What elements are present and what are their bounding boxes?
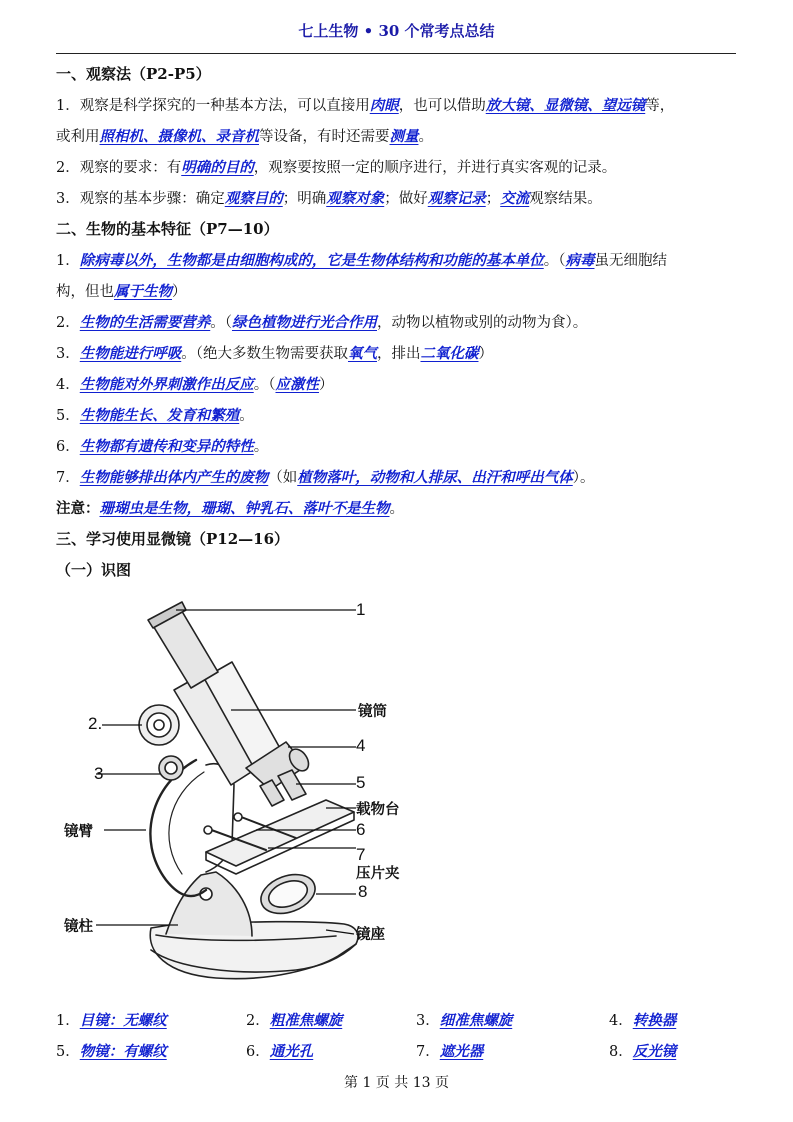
text-line [56, 90, 738, 121]
note-label: 注意： [56, 500, 100, 517]
keyword: 珊瑚虫是生物，珊瑚、钟乳石、落叶不是生物 [99, 500, 390, 517]
answer-number: 2． [246, 1013, 270, 1029]
text-line [56, 307, 738, 338]
answer-number: 1． [56, 1013, 80, 1029]
keyword: 观察记录 [427, 190, 486, 207]
text-line [56, 431, 738, 462]
text: 2．观察的要求：有 [56, 160, 182, 176]
answer-text: 目镜：无螺纹 [79, 1012, 167, 1029]
answer-item [246, 1036, 313, 1068]
figure-label-clip: 压片夹 [356, 865, 400, 882]
page-footer: 第 1 页 共 13 页 [344, 1075, 449, 1091]
text: ，也可以借助 [398, 98, 486, 114]
keyword: 氧气 [347, 345, 377, 362]
keyword: 植物落叶，动物和人排尿、出汗和呼出气体 [297, 469, 573, 486]
figure-label-arm: 镜臂 [64, 823, 93, 840]
answer-text: 通光孔 [269, 1043, 314, 1060]
text: ） [172, 284, 187, 300]
text: 构，但也 [56, 284, 114, 300]
keyword: 肉眼 [369, 97, 399, 114]
text: ； [485, 191, 501, 207]
keyword: 属于生物 [114, 283, 172, 300]
keyword: 测量 [389, 128, 419, 145]
text: 。 [389, 501, 404, 517]
figure-label-3: 3 [94, 764, 104, 783]
answer-number: 7． [416, 1044, 440, 1060]
section-heading-characteristics: 二、生物的基本特征（P7—10） [56, 220, 279, 238]
text-line [56, 276, 738, 307]
answer-text: 遮光器 [439, 1043, 484, 1060]
text: 。（ [253, 377, 276, 393]
keyword: 生物能进行呼吸 [79, 345, 182, 362]
text-line [56, 152, 738, 183]
figure-label-4: 4 [356, 736, 366, 755]
text-line [56, 121, 738, 152]
keyword: 病毒 [565, 252, 595, 269]
answer-item [56, 1036, 167, 1068]
section-heading-observation: 一、观察法（P2-P5） [56, 65, 211, 83]
section-heading-microscope: 三、学习使用显微镜（P12—16） [56, 530, 290, 548]
text: 。 [239, 408, 254, 424]
keyword: 明确的目的 [181, 159, 254, 176]
answer-item [609, 1005, 676, 1037]
text: 等设备，有时还需要 [259, 129, 390, 145]
answer-number: 3． [416, 1013, 440, 1029]
text: 。（ [210, 315, 232, 331]
figure-label-6: 6 [356, 820, 366, 839]
answer-text: 粗准焦螺旋 [269, 1012, 343, 1029]
keyword: 生物能对外界刺激作出反应 [79, 376, 254, 393]
text: ；做好 [384, 191, 428, 207]
answer-row [56, 1036, 746, 1067]
text-line [56, 183, 738, 214]
text-line [56, 369, 738, 400]
text: ，排出 [376, 346, 421, 362]
text: 5． [56, 408, 80, 424]
answer-number: 6． [246, 1044, 270, 1060]
text-line [56, 245, 738, 276]
figure-label-pillar: 镜柱 [64, 918, 93, 935]
figure-label-stage: 载物台 [356, 801, 400, 818]
text: 1．观察是科学探究的一种基本方法，可以直接用 [56, 98, 370, 114]
subsection-heading: （一）识图 [56, 561, 132, 579]
figure-label-8: 8 [358, 882, 368, 901]
text: 。（绝大多数生物需要获取 [181, 346, 348, 362]
text: 或利用 [56, 129, 100, 145]
keyword: 观察目的 [224, 190, 283, 207]
answer-item [609, 1036, 676, 1068]
keyword: 二氧化碳 [420, 345, 479, 362]
text: 2． [56, 315, 80, 331]
answer-row [56, 1005, 746, 1036]
keyword: 观察对象 [326, 190, 385, 207]
text: 1． [56, 253, 80, 269]
microscope-figure [56, 590, 416, 1000]
keyword: 生物都有遗传和变异的特性 [79, 438, 254, 455]
text: 3． [56, 346, 80, 362]
figure-label-7: 7 [356, 845, 366, 864]
keyword: 放大镜、显微镜、望远镜 [485, 97, 646, 114]
figure-label-1: 1 [356, 600, 366, 619]
note-line [56, 493, 738, 524]
text: 3．观察的基本步骤：确定 [56, 191, 225, 207]
keyword: 除病毒以外，生物都是由细胞构成的，它是生物体结构和功能的基本单位 [79, 252, 544, 269]
keyword: 生物的生活需要营养 [79, 314, 211, 331]
text: 4． [56, 377, 80, 393]
answer-number: 5． [56, 1044, 80, 1060]
figure-label-2: 2. [88, 714, 103, 733]
text: 。 [253, 439, 269, 455]
keyword: 应激性 [275, 376, 319, 393]
figure-label-5: 5 [356, 773, 366, 792]
keyword: 绿色植物进行光合作用 [231, 314, 377, 331]
text-line [56, 338, 738, 369]
text: ） [478, 346, 493, 362]
text: ） [318, 377, 334, 393]
answer-text: 物镜：有螺纹 [79, 1043, 167, 1060]
answer-text: 细准焦螺旋 [439, 1012, 513, 1029]
keyword: 交流 [500, 190, 530, 207]
text: 虽无细胞结 [594, 253, 667, 269]
figure-label-base: 镜座 [356, 926, 385, 943]
text: ，动物以植物或别的动物为食）。 [376, 315, 588, 331]
text: 。（ [543, 253, 566, 269]
answer-item [56, 1005, 167, 1037]
text: 6． [56, 439, 80, 455]
answer-item [416, 1005, 512, 1037]
text: ；明确 [282, 191, 327, 207]
answer-key [56, 1005, 746, 1067]
header-divider [56, 53, 736, 54]
keyword: 生物能生长、发育和繁殖 [79, 407, 240, 424]
text-line [56, 462, 738, 493]
page-title: 七上生物 • 30 个常考点总结 [298, 22, 495, 40]
keyword: 生物能够排出体内产生的废物 [79, 469, 269, 486]
text: 7． [56, 470, 80, 486]
main-content [56, 59, 738, 586]
text-line [56, 400, 738, 431]
answer-text: 转换器 [632, 1012, 677, 1029]
answer-text: 反光镜 [632, 1043, 677, 1060]
text: （如 [268, 470, 298, 486]
answer-item [246, 1005, 342, 1037]
text: 观察结果。 [529, 191, 602, 207]
answer-number: 8． [609, 1044, 633, 1060]
figure-label-tube: 镜筒 [358, 703, 387, 720]
text: ，观察要按照一定的顺序进行，并进行真实客观的记录。 [253, 160, 617, 176]
text: 等， [645, 98, 675, 114]
answer-item [416, 1036, 483, 1068]
answer-number: 4． [609, 1013, 633, 1029]
text: 。 [418, 129, 433, 145]
text: ）。 [572, 470, 595, 486]
keyword: 照相机、摄像机、录音机 [99, 128, 259, 145]
